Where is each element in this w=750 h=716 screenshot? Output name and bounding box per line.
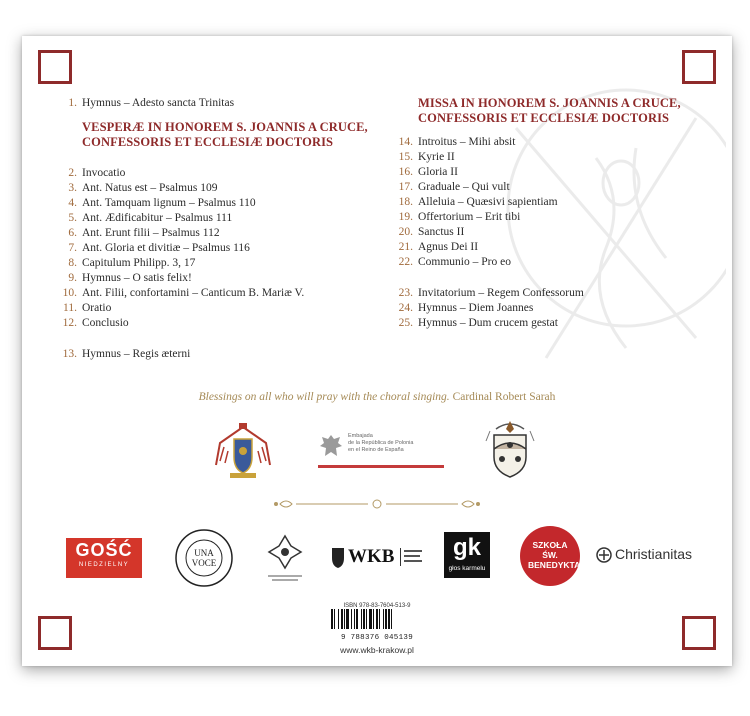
track-number: 4. <box>68 197 77 209</box>
track-number: 2. <box>68 167 77 179</box>
track-number: 23. <box>398 287 413 299</box>
track-title: Introitus – Mihi absit <box>418 136 516 148</box>
track-title: Ant. Tamquam lignum – Psalmus 110 <box>82 197 256 209</box>
barcode-block <box>322 603 432 655</box>
carmelite-shield-icon <box>482 419 538 481</box>
track-number: 6. <box>68 227 77 239</box>
track-title: Ant. Erunt filii – Psalmus 112 <box>82 227 220 239</box>
track-item <box>60 196 390 211</box>
track-title: Hymnus – O satis felix! <box>82 272 192 284</box>
track-item <box>60 316 390 331</box>
polish-eagle-icon <box>318 431 344 461</box>
track-number: 12. <box>62 317 77 329</box>
corner-frame-bottom-left <box>38 616 72 650</box>
track-number: 1. <box>68 97 77 109</box>
track-title: Conclusio <box>82 317 129 329</box>
svg-text:UNA: UNA <box>194 548 214 558</box>
corner-frame-top-left <box>38 50 72 84</box>
track-title: Kyrie II <box>418 151 455 163</box>
track-item <box>396 286 696 301</box>
track-item <box>396 240 696 255</box>
track-item <box>60 256 390 271</box>
corner-frame-bottom-right <box>682 616 716 650</box>
track-title: Alleluia – Quæsivi sapientiam <box>418 196 558 208</box>
blessing-quote <box>22 391 732 403</box>
track-number: 10. <box>62 287 77 299</box>
blessing-text: Blessings on all who will pray with the choral singing. <box>198 391 450 403</box>
track-item <box>396 316 696 331</box>
christianitas-logo-text: Christianitas <box>615 546 693 562</box>
track-item <box>60 226 390 241</box>
heading-line: CONFESSORIS ET ECCLESIÆ DOCTORIS <box>82 135 334 149</box>
sponsor-logos-bottom <box>22 526 732 596</box>
christianitas-emblem-icon <box>596 547 612 563</box>
gosc-logo-text: GOŚĆ <box>75 540 133 560</box>
track-item <box>60 301 390 316</box>
track-title: Oratio <box>82 302 112 314</box>
track-number: 16. <box>398 166 413 178</box>
embassy-red-bar <box>318 465 444 468</box>
track-number: 18. <box>398 196 413 208</box>
track-title: Gloria II <box>418 166 458 178</box>
track-item <box>60 286 390 301</box>
track-number: 11. <box>63 302 77 314</box>
corner-frame-top-right <box>682 50 716 84</box>
track-item <box>396 195 696 210</box>
ornamental-divider-icon <box>272 496 482 512</box>
track-number: 24. <box>398 302 413 314</box>
sponsor-logos-top <box>22 419 732 489</box>
track-title: Ant. Filii, confortamini – Canticum B. Mariæ V. <box>82 287 305 299</box>
cardinal-coat-of-arms-icon <box>210 421 276 481</box>
track-item <box>60 166 390 181</box>
wkb-logo-text: WKB <box>348 546 395 567</box>
track-title: Hymnus – Dum crucem gestat <box>418 317 558 329</box>
szkola-logo-text: SZKOŁA ŚW. BENEDYKTA <box>528 540 580 570</box>
track-item <box>396 255 696 270</box>
track-number: 5. <box>68 212 77 224</box>
gk-logo-subtext: głos karmelu <box>448 565 486 572</box>
track-number: 25. <box>398 317 413 329</box>
track-title: Ant. Natus est – Psalmus 109 <box>82 182 218 194</box>
track-title: Capitulum Philipp. 3, 17 <box>82 257 196 269</box>
track-title: Ant. Ædificabitur – Psalmus 111 <box>82 212 233 224</box>
embassy-text <box>348 433 413 454</box>
track-title: Hymnus – Diem Joannes <box>418 302 534 314</box>
vespers-heading <box>60 120 390 150</box>
gosc-niedzielny-logo <box>66 538 142 578</box>
track-number: 13. <box>62 348 77 360</box>
track-number: 22. <box>398 256 413 268</box>
track-number: 15. <box>398 151 413 163</box>
track-item <box>396 210 696 225</box>
track-number: 21. <box>398 241 413 253</box>
track-item <box>60 347 390 362</box>
track-item <box>396 225 696 240</box>
track-item <box>60 211 390 226</box>
isbn-text: ISBN 978-83-7604-513-9 <box>343 603 411 609</box>
track-title: Sanctus II <box>418 226 465 238</box>
track-item <box>60 96 390 111</box>
svg-text:VOCE: VOCE <box>191 558 217 568</box>
track-title: Ant. Gloria et divitiæ – Psalmus 116 <box>82 242 250 254</box>
track-number: 8. <box>68 257 77 269</box>
track-title: Invocatio <box>82 167 126 179</box>
track-item <box>396 135 696 150</box>
barcode-icon <box>329 609 425 629</box>
gk-logo-text: gk <box>452 534 481 561</box>
track-title: Invitatorium – Regem Confessorum <box>418 287 584 299</box>
track-title: Communio – Pro eo <box>418 256 511 268</box>
track-title: Offertorium – Erit tibi <box>418 211 521 223</box>
track-title: Agnus Dei II <box>418 241 479 253</box>
track-number: 19. <box>398 211 413 223</box>
szkola-benedykta-logo <box>520 526 580 586</box>
track-item <box>396 301 696 316</box>
glos-karmelu-logo <box>444 532 490 578</box>
embassy-line: de la República de Polonia <box>348 440 414 446</box>
wkb-emblem-icon <box>330 546 346 568</box>
mass-tracklist <box>396 96 696 331</box>
mass-heading <box>396 96 696 126</box>
track-item <box>60 271 390 286</box>
track-title: Hymnus – Regis æterni <box>82 348 191 360</box>
track-item <box>396 180 696 195</box>
track-number: 3. <box>68 182 77 194</box>
track-title: Graduale – Qui vult <box>418 181 510 193</box>
gosc-logo-subtext: NIEDZIELNY <box>78 562 130 568</box>
barcode-digits: 9 788376 045139 <box>340 634 413 642</box>
christianitas-logo <box>596 546 706 566</box>
track-title: Hymnus – Adesto sancta Trinitas <box>82 97 235 109</box>
una-voce-logo-icon <box>174 528 234 588</box>
track-item <box>396 165 696 180</box>
heading-line: VESPERÆ IN HONOREM S. JOANNIS A CRUCE, <box>82 120 368 134</box>
vespers-tracklist <box>60 96 390 362</box>
blessing-author: Cardinal Robert Sarah <box>452 391 556 403</box>
track-number: 14. <box>398 136 413 148</box>
heading-line: CONFESSORIS ET ECCLESIÆ DOCTORIS <box>418 111 670 125</box>
track-item <box>396 150 696 165</box>
wkb-logo <box>330 546 422 570</box>
track-number: 7. <box>68 242 77 254</box>
liturgical-cross-logo-icon <box>260 532 310 584</box>
embassy-line: Embajada <box>348 433 373 439</box>
track-item <box>60 241 390 256</box>
track-number: 17. <box>398 181 413 193</box>
cd-back-cover <box>22 36 732 666</box>
track-item <box>60 181 390 196</box>
embassy-line: en el Reino de España <box>348 447 404 453</box>
track-number: 20. <box>398 226 413 238</box>
heading-line: MISSA IN HONOREM S. JOANNIS A CRUCE, <box>418 96 681 110</box>
publisher-url: www.wkb-krakow.pl <box>340 645 414 655</box>
track-number: 9. <box>68 272 77 284</box>
